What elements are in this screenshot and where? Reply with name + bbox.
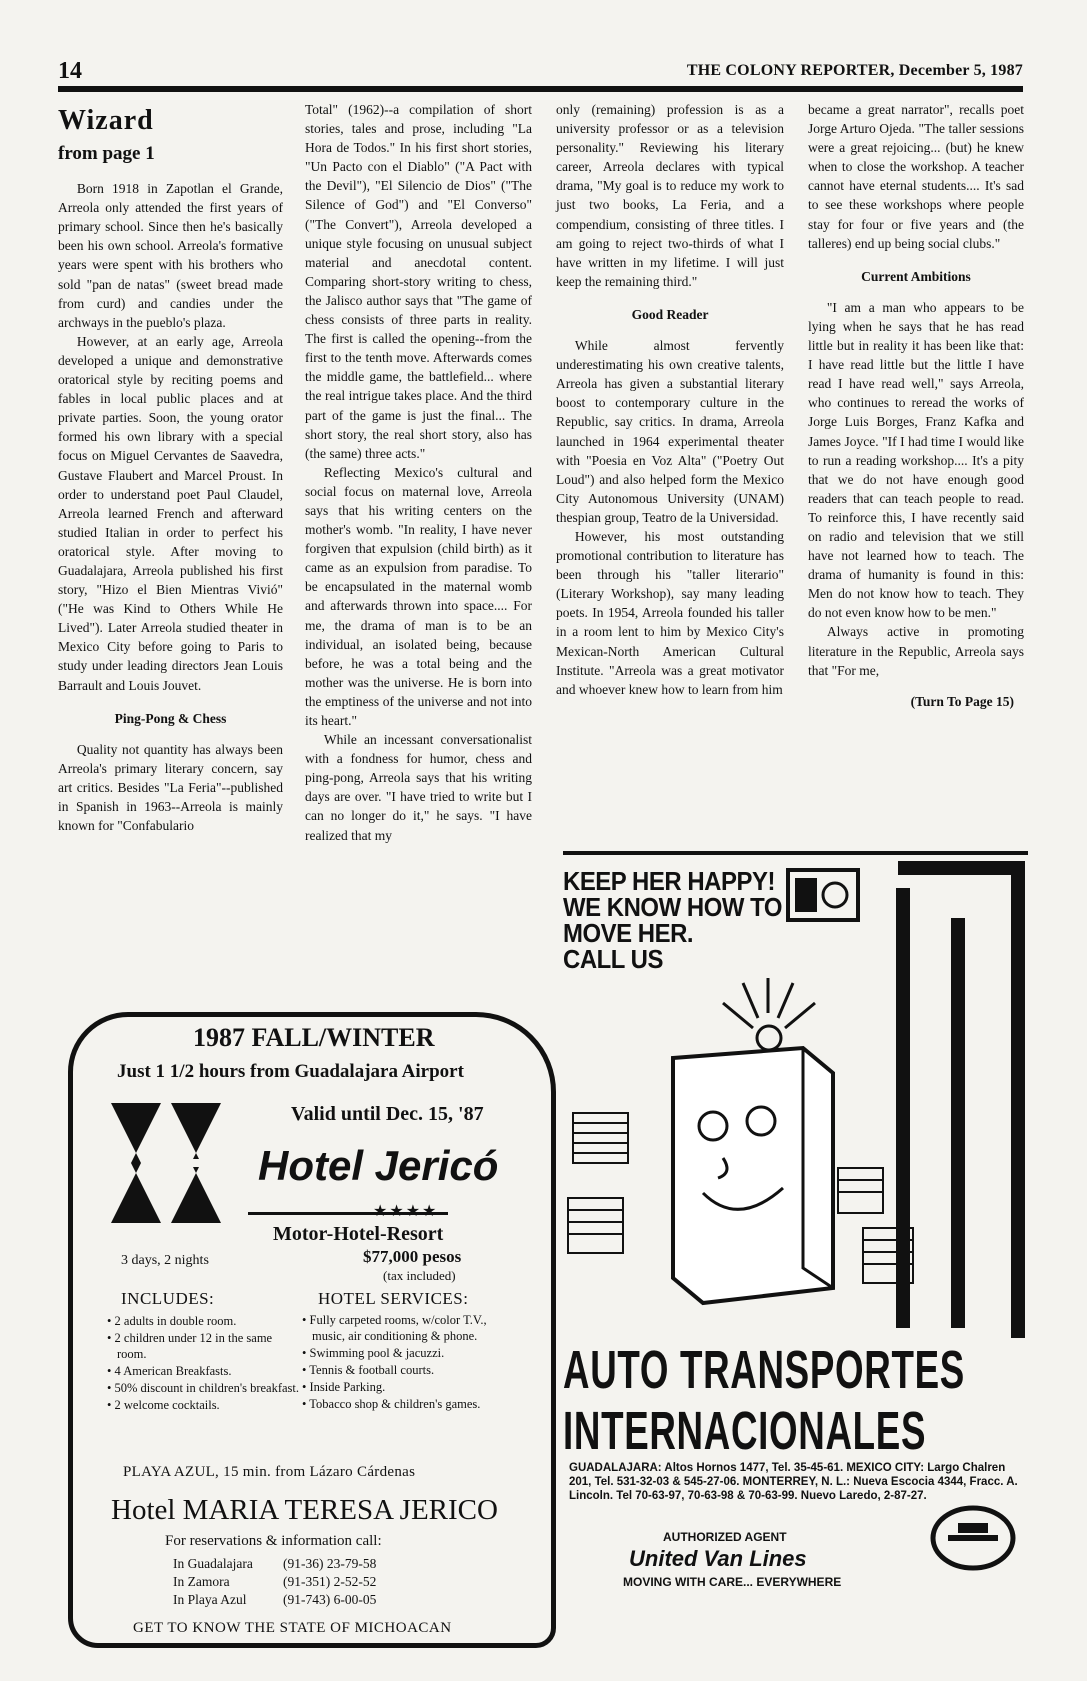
brand-name: United Van Lines bbox=[629, 1546, 807, 1571]
moving-illustration bbox=[563, 858, 1028, 1658]
article-column-1 bbox=[58, 100, 283, 835]
article-jump-line: from page 1 bbox=[58, 143, 155, 164]
ad-footer: GET TO KNOW THE STATE OF MICHOACAN bbox=[133, 1620, 452, 1636]
reservations-line: For reservations & information call: bbox=[165, 1533, 382, 1549]
paragraph: While almost fervently underestimating his own creative talents, Arreola has given a substantial literary boost to contemporary culture in the Republic, say critics. In drama, Arreola launched in 1964 experimental theater with "Poesia en Voz Alta" ("Poetry Out Loud") and also helped form the Mexico City Autonomous University (UNAM) thespian group, Teatro de la Universidad. bbox=[556, 338, 784, 525]
list-item: • Fully carpeted rooms, w/color T.V., music, air conditioning & phone. bbox=[302, 1313, 487, 1343]
list-item: • Inside Parking. bbox=[302, 1380, 386, 1394]
phone-row: In Zamora (91-351) 2-52-52 bbox=[173, 1574, 377, 1589]
article-headline: Wizard bbox=[58, 105, 154, 136]
second-hotel-name: Hotel MARIA TERESA JERICO bbox=[111, 1494, 498, 1526]
paragraph: became a great narrator", recalls poet Jorge Arturo Ojeda. "The taller sessions were a great rejoicing... (but) he knew when to close the workshop. A teacher cannot have eternal students.... It's sad to see these workshops where people stay for four or five years and (the talleres) end up being social clubs." bbox=[808, 102, 1024, 251]
article-column-3 bbox=[556, 100, 784, 699]
services-title: HOTEL SERVICES: bbox=[318, 1289, 469, 1308]
list-item: • 2 children under 12 in the same room. bbox=[107, 1331, 273, 1361]
list-item: • Tennis & football courts. bbox=[302, 1363, 435, 1377]
hotel-logo-icon bbox=[91, 1093, 251, 1233]
company-name-line-2: INTERNACIONALES bbox=[563, 1401, 927, 1461]
phone-row: In Playa Azul (91-743) 6-00-05 bbox=[173, 1592, 377, 1607]
brand-tagline: MOVING WITH CARE... EVERYWHERE bbox=[623, 1575, 842, 1589]
article-column-2 bbox=[305, 100, 532, 845]
package-duration: 3 days, 2 nights bbox=[121, 1253, 209, 1268]
moving-advertisement bbox=[563, 858, 1028, 1658]
paragraph: Always active in promoting literature in the Republic, Arreola says that "For me, bbox=[808, 624, 1024, 678]
paragraph: Quality not quantity has always been Arreola's primary literary concern, say art critics. Besides "La Feria"--published in Spanish in 1963--Arreola is mainly known for "Confabulario bbox=[58, 741, 283, 834]
paragraph: However, his most outstanding promotional contribution to literature has been through his "taller literario" (Literary Workshop), say many leading poets. In 1954, Arreola founded his taller in a room lent to him by Mexico City's Mexican-North American Cultural Institute. "Arreola was a great motivator and whoever knew how to learn from him bbox=[556, 528, 784, 697]
phone-list bbox=[173, 1555, 376, 1609]
paragraph: However, at an early age, Arreola developed a unique and demonstrative oratorical style by reciting poems and fables in local public places and at private parties. Soon, the young orator formed his own library with a special focus on Miguel Cervantes de Saavedra, Gustave Flaubert and Marcel Proust. In order to understand poet Paul Claudel, Arreola learned French and afterward studied Italian in order to perfect his oratorical style. After moving to Guadalajara, Arreola published his first story, "Hizo el Bien Mientras Vivió" ("He was Kind to Others While He Lived"). Later Arreola studied theater in Mexico City before going to Paris to study under leading directors Jean Louis Barrault and Louis Jouvet. bbox=[58, 333, 283, 693]
article-column-4 bbox=[808, 100, 1024, 711]
company-addresses: GUADALAJARA: Altos Hornos 1477, Tel. 35-45-61. MEXICO CITY: Largo Chalren 201, Tel. 531-32-03 & 545-27-06. MONTERREY, N. L.: Nueva Escocia 4344, Fracc. A. Lincoln. Tel 70-63-97, 70-63-98 & 70-63-99. Nuevo Laredo, 2-87-27. bbox=[569, 1462, 1018, 1502]
column-rule bbox=[563, 851, 1028, 855]
header-rule bbox=[58, 86, 1023, 92]
hotel-type: Motor-Hotel-Resort bbox=[273, 1223, 444, 1245]
paragraph: Born 1918 in Zapotlan el Grande, Arreola only attended the first years of primary school. Since then he's basically been his own school. Arreola's formative years were spent with his brothers who sold "pan de natas" (sweet bread made from curd) and candies under the archways in the pueblo's plaza. bbox=[58, 181, 283, 330]
paragraph: Reflecting Mexico's cultural and social focus on maternal love, Arreola says that his writing centers on the mother's womb. "In reality, I have never forgiven that expulsion (child birth) as it came as an expulsion from paradise. To be encapsulated in the maternal womb and afterwards thrown into space.... For me, the drama of man is to be an individual, an isolated being, because before, he was a total being and the mother was the universe. He is born into the emptiness of the universe and not into its heart." bbox=[305, 464, 532, 728]
subhead-good-reader: Good Reader bbox=[631, 306, 709, 322]
turn-to-page: (Turn To Page 15) bbox=[910, 693, 1014, 709]
subhead-current-ambitions: Current Ambitions bbox=[861, 268, 971, 284]
page-number: 14 bbox=[58, 58, 82, 84]
hotel-name: Hotel Jericó bbox=[258, 1142, 499, 1189]
list-item: • Swimming pool & jacuzzi. bbox=[302, 1346, 445, 1360]
hotel-advertisement bbox=[68, 1012, 556, 1648]
running-head: THE COLONY REPORTER, December 5, 1987 bbox=[686, 62, 1023, 79]
subhead-ping-pong: Ping-Pong & Chess bbox=[114, 710, 227, 726]
second-location: PLAYA AZUL, 15 min. from Lázaro Cárdenas bbox=[123, 1464, 416, 1480]
list-item: • 2 adults in double room. bbox=[107, 1314, 237, 1328]
paragraph: only (remaining) profession is as a university professor or as a television personality." Reviewing his literary career, Arreola declares with typical drama, "My goal is to reduce my work to just two books, La Feria, and a compendium, consisting of three titles. I am going to reject two-thirds of what I have written in my lifetime. I will just keep the remaining third." bbox=[556, 102, 784, 289]
phone-row: In Guadalajara (91-36) 23-79-58 bbox=[173, 1556, 377, 1571]
list-item: • 50% discount in children's breakfast. bbox=[107, 1381, 300, 1395]
list-item: • 4 American Breakfasts. bbox=[107, 1364, 232, 1378]
list-item: • Tobacco shop & children's games. bbox=[302, 1397, 481, 1411]
services-list bbox=[298, 1312, 498, 1413]
paragraph: Total" (1962)--a compilation of short stories, tales and prose, including "La Hora de Todos." In his first short stories, "Un Pacto con el Diablo" ("A Pact with the Devil"), "El Silencio de Dios" ("The Silence of God") and "El Converso" ("The Convert"), Arreola developed a unique style focusing on unusual subject material and anecdotal content. Comparing short-story writing to chess, the Jalisco author says that "The game of chess consists of three parts in reality. The first is called the opening--from the first to the tenth move. Afterwards comes the middle game, the battlefield... where the real intrigue takes place. And the third part of the game is just the final... The short story, the real short story, also has (the same) three acts." bbox=[305, 102, 532, 461]
tax-note: (tax included) bbox=[383, 1268, 456, 1283]
package-price: $77,000 pesos bbox=[363, 1247, 462, 1266]
moving-headline: KEEP HER HAPPY! WE KNOW HOW TO MOVE HER. CALL US bbox=[563, 866, 783, 974]
includes-title: INCLUDES: bbox=[121, 1289, 215, 1308]
agent-label: AUTHORIZED AGENT bbox=[663, 1530, 787, 1544]
list-item: • 2 welcome cocktails. bbox=[107, 1398, 220, 1412]
company-name-line-1: AUTO TRANSPORTES bbox=[563, 1340, 965, 1400]
paragraph: "I am a man who appears to be lying when he says that he has read little but in reality it has been like that: I have read little but the little I have read I have read well," says Arreola, who continues to reread the works of Jorge Luis Borges, Franz Kafka and James Joyce. "If I had time I would like to run a reading workshop.... It's a pity that we do not have enough good readers that can teach people to read. To reinforce this, I have recently said on radio and television that we still have not learned how to teach. The drama of humanity is found in this: Men do not know how to teach. They do not even know how to be men." bbox=[808, 299, 1024, 621]
includes-list bbox=[103, 1313, 303, 1414]
hotel-stars: ★★★★ bbox=[373, 1203, 439, 1220]
paragraph: While an incessant conversationalist with a fondness for humor, chess and ping-pong, Arreola says that his writing days are over. "I have tried to write but I can no longer do it," he says. "I have realized that my bbox=[305, 732, 532, 843]
ad-season: 1987 FALL/WINTER bbox=[193, 1023, 435, 1052]
ad-valid: Valid until Dec. 15, '87 bbox=[291, 1103, 484, 1125]
ad-distance: Just 1 1/2 hours from Guadalajara Airport bbox=[117, 1061, 464, 1082]
